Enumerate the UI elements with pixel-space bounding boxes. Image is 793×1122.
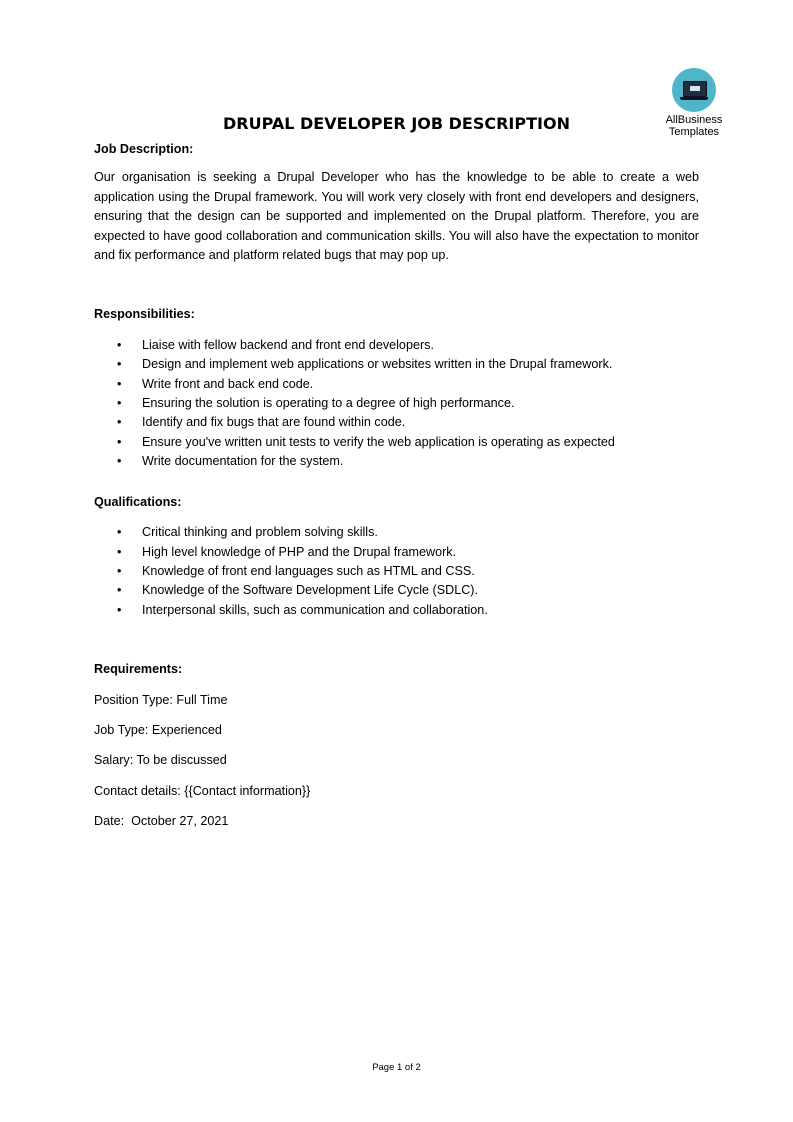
list-item: • Ensure you've written unit tests to verify the web application is operating as expected [94, 433, 699, 452]
page-number: Page 1 of 2 [372, 1062, 421, 1073]
list-item: • Knowledge of front end languages such as HTML and CSS. [94, 562, 699, 581]
responsibilities-heading: Responsibilities: [94, 307, 195, 322]
list-item: • Critical thinking and problem solving skills. [94, 523, 699, 542]
list-item: • Ensuring the solution is operating to a degree of high performance. [94, 394, 699, 413]
list-item: • Write documentation for the system. [94, 452, 699, 471]
list-item: • Write front and back end code. [94, 375, 699, 394]
position-type: Position Type: Full Time [94, 692, 228, 707]
list-item: • Knowledge of the Software Development Life Cycle (SDLC). [94, 581, 699, 600]
list-item: • High level knowledge of PHP and the Drupal framework. [94, 543, 699, 562]
laptop-icon [672, 68, 716, 112]
list-item: • Interpersonal skills, such as communication and collaboration. [94, 601, 699, 620]
list-item: • Identify and fix bugs that are found within code. [94, 413, 699, 432]
qualifications-heading: Qualifications: [94, 494, 182, 509]
date: Date: October 27, 2021 [94, 814, 229, 829]
contact-details: Contact details: {{Contact information}} [94, 783, 311, 798]
job-description-text: Our organisation is seeking a Drupal Developer who has the knowledge to be able to create a web application using the Drupal framework. You will work very closely with front end developers and designers, ensuring that the design can be supported and implemented on the Drupal platform. Therefore, you are expected to have good collaboration and communication skills. You will also have the expectation to monitor and fix performance and platform related bugs that may pop up. [94, 170, 699, 263]
document-body [94, 140, 699, 832]
list-item: • Design and implement web applications or websites written in the Drupal framework. [94, 355, 699, 374]
responsibilities-list [94, 336, 699, 472]
logo-line-1: AllBusiness [665, 114, 723, 126]
salary: Salary: To be discussed [94, 753, 227, 768]
job-description-heading: Job Description: [94, 142, 194, 156]
list-item: • Liaise with fellow backend and front end developers. [94, 336, 699, 355]
logo-line-2: Templates [668, 126, 720, 138]
requirements-heading: Requirements: [94, 662, 183, 677]
document-title: DRUPAL DEVELOPER JOB DESCRIPTION [223, 114, 570, 133]
qualifications-list [94, 523, 699, 620]
job-type: Job Type: Experienced [94, 722, 222, 737]
